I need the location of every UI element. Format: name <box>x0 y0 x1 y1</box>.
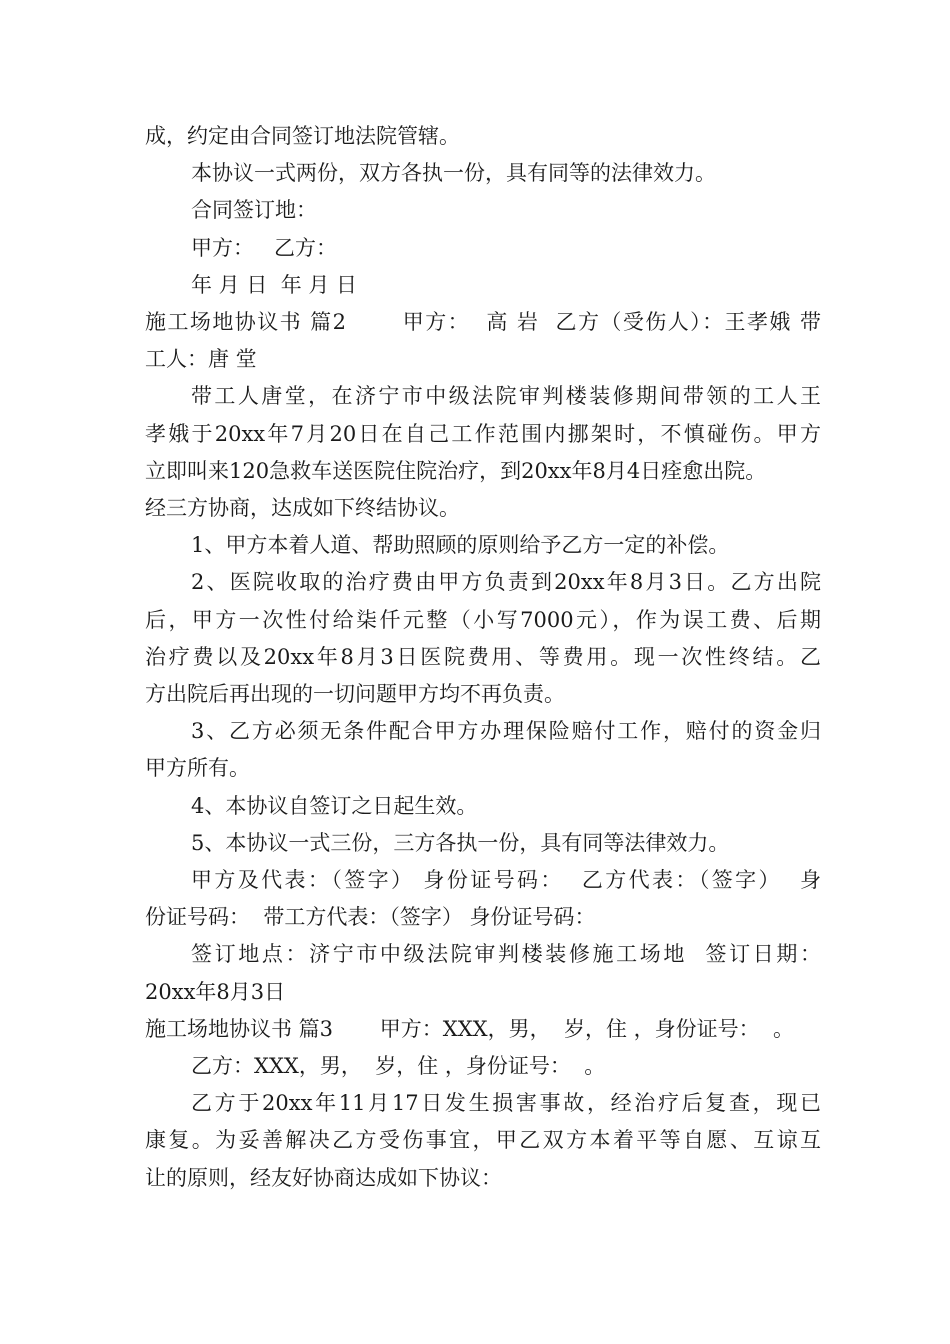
document-body <box>145 118 821 1197</box>
paragraph-line: 甲方： 乙方： <box>191 235 338 260</box>
paragraph-line: 立即叫来120急救车送医院住院治疗，到20xx年8月4日痊愈出院。 <box>145 458 767 483</box>
paragraph-line: 让的原则，经友好协商达成如下协议： <box>145 1165 502 1190</box>
paragraph-line: 甲方及代表：（签字） 身份证号码： 乙方代表：（签字） 身 <box>191 868 821 893</box>
paragraph-line: 经三方协商，达成如下终结协议。 <box>145 496 460 521</box>
section-heading-line: 施工场地协议书 篇2 甲方： 高 岩 乙方（受伤人）：王孝娥 带 <box>145 310 821 335</box>
paragraph-line: 康复。为妥善解决乙方受伤事宜，甲乙双方本着平等自愿、互谅互 <box>145 1128 821 1153</box>
paragraph-line: 成，约定由合同签订地法院管辖。 <box>145 124 460 148</box>
paragraph-line: 孝娥于20xx年7月20日在自己工作范围内挪架时，不慎碰伤。甲方 <box>145 421 821 446</box>
paragraph-line: 乙方于20xx年11月17日发生损害事故，经治疗后复查，现已 <box>191 1091 821 1116</box>
paragraph-line: 工人：唐 堂 <box>145 347 257 372</box>
section-heading-line: 施工场地协议书 篇3 甲方：XXX，男， 岁，住 ，身份证号： 。 <box>145 1016 794 1041</box>
paragraph-line: 份证号码： 带工方代表：（签字） 身份证号码： <box>145 905 596 930</box>
paragraph-line: 合同签订地： <box>191 198 317 223</box>
paragraph-line: 本协议一式两份，双方各执一份，具有同等的法律效力。 <box>191 161 716 186</box>
paragraph-line: 治疗费以及20xx年8月3日医院费用、等费用。现一次性终结。乙 <box>145 644 821 669</box>
paragraph-line: 带工人唐堂，在济宁市中级法院审判楼装修期间带领的工人王 <box>191 384 821 409</box>
paragraph-line: 1、甲方本着人道、帮助照顾的原则给予乙方一定的补偿。 <box>191 533 730 558</box>
paragraph-line: 20xx年8月3日 <box>145 979 286 1004</box>
paragraph-line: 5、本协议一式三份，三方各执一份，具有同等法律效力。 <box>191 830 730 855</box>
paragraph-line: 签订地点：济宁市中级法院审判楼装修施工场地 签订日期： <box>191 942 821 967</box>
paragraph-line: 甲方所有。 <box>145 756 250 781</box>
paragraph-line: 2、医院收取的治疗费由甲方负责到20xx年8月3日。乙方出院 <box>191 570 821 595</box>
paragraph-line: 4、本协议自签订之日起生效。 <box>191 793 478 818</box>
paragraph-line: 乙方：XXX，男， 岁，住 ，身份证号： 。 <box>191 1054 606 1079</box>
paragraph-line: 方出院后再出现的一切问题甲方均不再负责。 <box>145 682 565 707</box>
paragraph-line: 后，甲方一次性付给柒仟元整（小写7000元），作为误工费、后期 <box>145 607 821 632</box>
paragraph-line: 3、乙方必须无条件配合甲方办理保险赔付工作，赔付的资金归 <box>191 719 821 744</box>
paragraph-line: 年 月 日 年 月 日 <box>191 272 358 297</box>
